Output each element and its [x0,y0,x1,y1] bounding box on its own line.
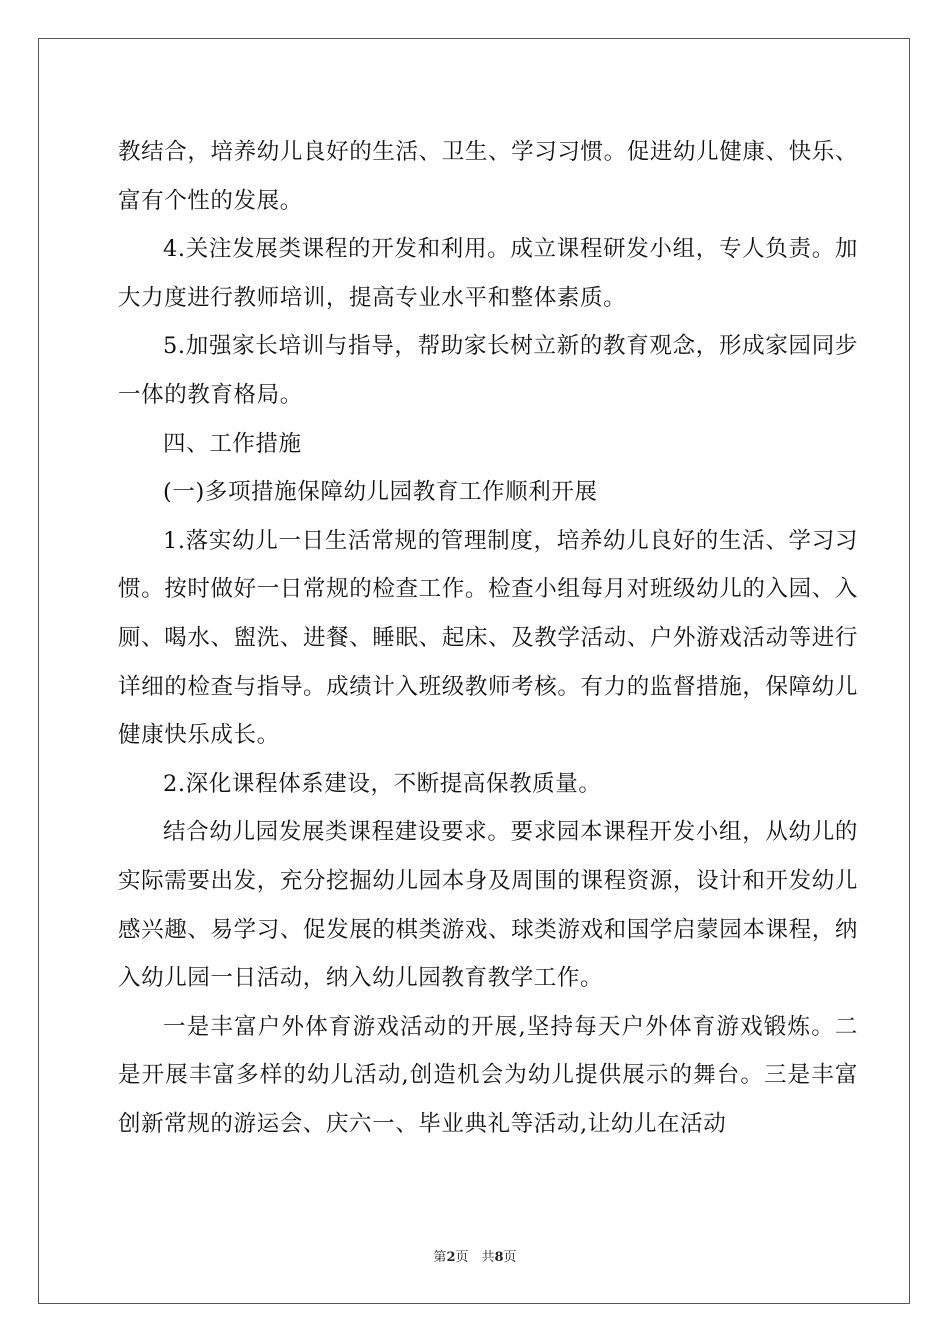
page-current: 2 [446,1250,456,1265]
subsection-heading: (一)多项措施保障幼儿园教育工作顺利开展 [163,479,598,506]
page-footer [0,1246,950,1265]
paragraph: 教结合，培养幼儿良好的生活、卫生、学习习惯。促进幼儿健康、快乐、富有个性的发展。 [118,139,858,214]
paragraph: 2.深化课程体系建设，不断提高保教质量。 [163,770,602,797]
paragraph: 一是丰富户外体育游戏活动的开展,坚持每天户外体育游戏锻炼。二是开展丰富多样的幼儿活动,创造机会为幼儿提供展示的舞台。三是丰富创新常规的游运会、庆六一、毕业典礼等活动,让幼儿在活动 [118,1013,858,1137]
page-total: 8 [494,1250,504,1265]
page-mid: 页 共 [455,1250,495,1265]
paragraph: 结合幼儿园发展类课程建设要求。要求园本课程开发小组，从幼儿的实际需要出发，充分挖掘幼儿园本身及周围的课程资源，设计和开发幼儿感兴趣、易学习、促发展的棋类游戏、球类游戏和国学启蒙园本课程，纳入幼儿园一日活动，纳入幼儿园教育教学工作。 [118,819,858,992]
page-suffix: 页 [503,1250,517,1265]
paragraph: 4.关注发展类课程的开发和利用。成立课程研发小组，专人负责。加大力度进行教师培训，提高专业水平和整体素质。 [118,236,858,311]
paragraph: 1.落实幼儿一日生活常规的管理制度，培养幼儿良好的生活、学习习惯。按时做好一日常规的检查工作。检查小组每月对班级幼儿的入园、入厕、喝水、盥洗、进餐、睡眠、起床、及教学活动、户外游戏活动等进行详细的检查与指导。成绩计入班级教师考核。有力的监督措施，保障幼儿健康快乐成长。 [118,527,858,749]
page-prefix: 第 [433,1250,447,1265]
paragraph: 5.加强家长培训与指导，帮助家长树立新的教育观念，形成家园同步一体的教育格局。 [118,333,858,408]
section-heading: 四、工作措施 [163,430,302,457]
document-body [118,128,858,1148]
